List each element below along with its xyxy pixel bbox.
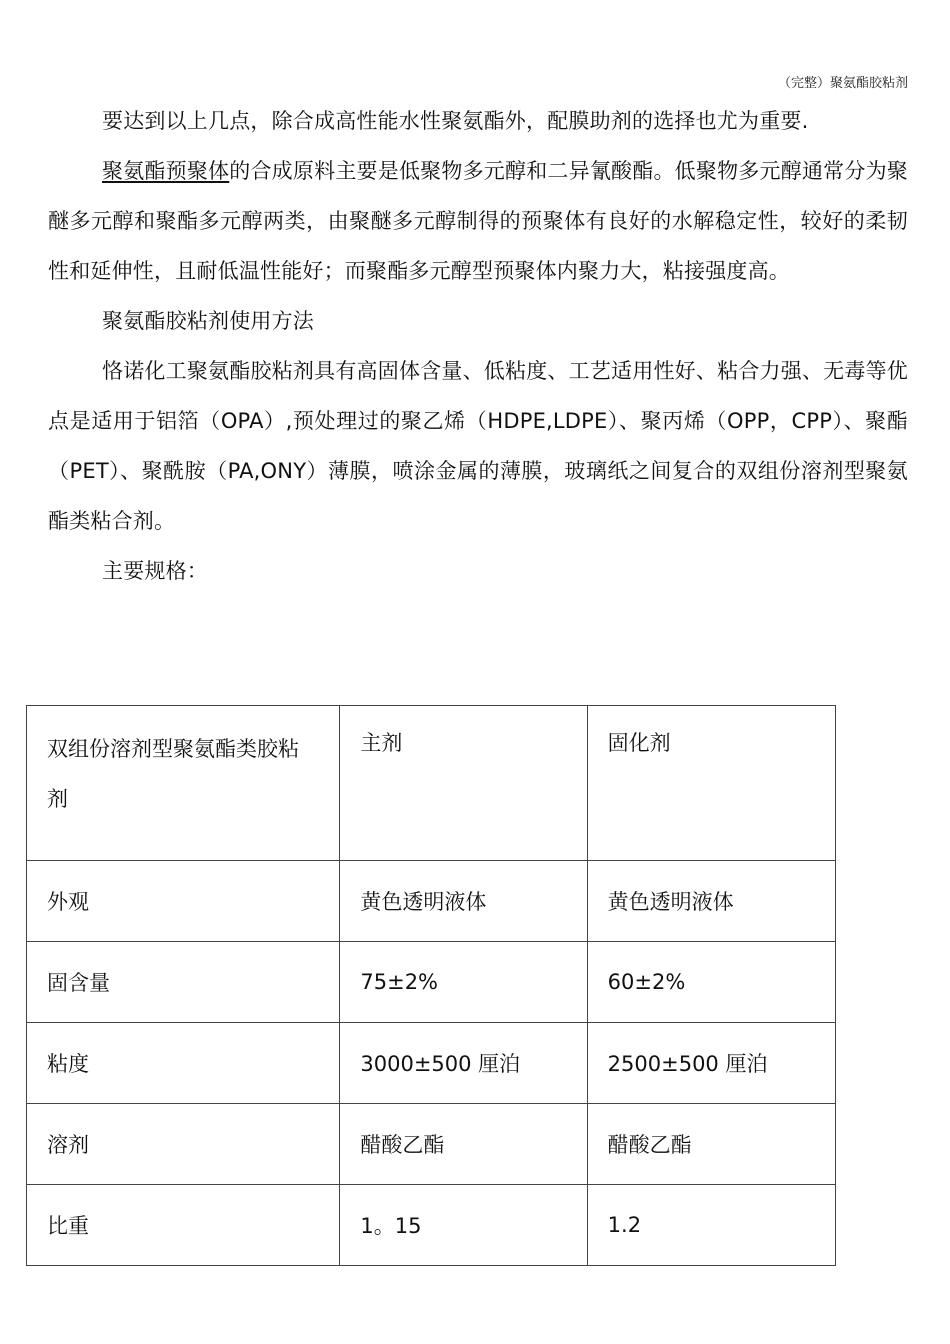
section-heading-usage: 聚氨酯胶粘剂使用方法	[102, 309, 314, 333]
table-cell: 粘度	[27, 1023, 340, 1104]
table-cell: 黄色透明液体	[587, 861, 835, 942]
table-cell: 黄色透明液体	[340, 861, 587, 942]
prepolymer-term-link[interactable]: 聚氨酯预聚体	[102, 159, 230, 183]
document-body	[48, 96, 908, 596]
paragraph-additives: 要达到以上几点，除合成高性能水性聚氨酯外，配膜助剂的选择也尤为重要.	[102, 109, 809, 133]
table-cell: 1.2	[587, 1185, 835, 1266]
table-cell: 1。15	[340, 1185, 587, 1266]
table-cell: 60±2%	[587, 942, 835, 1023]
table-cell: 醋酸乙酯	[587, 1104, 835, 1185]
table-cell: 比重	[27, 1185, 340, 1266]
table-row	[27, 861, 836, 942]
table-header-cell: 双组份溶剂型聚氨酯类胶粘剂	[27, 706, 340, 861]
spec-table	[26, 705, 836, 1266]
table-cell: 3000±500 厘泊	[340, 1023, 587, 1104]
paragraph-product-intro: 恪诺化工聚氨酯胶粘剂具有高固体含量、低粘度、工艺适用性好、粘合力强、无毒等优点是适用于铝箔（OPA）,预处理过的聚乙烯（HDPE,LDPE）、聚丙烯（OPP，CPP）、聚酯（PET）、聚酰胺（PA,ONY）薄膜，喷涂金属的薄膜，玻璃纸之间复合的双组份溶剂型聚氨酯类粘合剂。	[48, 359, 908, 533]
table-header-row	[27, 706, 836, 861]
table-header-cell: 固化剂	[587, 706, 835, 861]
table-header-cell: 主剂	[340, 706, 587, 861]
prepolymer-description: 的合成原料主要是低聚物多元醇和二异氰酸酯。低聚物多元醇通常分为聚醚多元醇和聚酯多元醇两类，由聚醚多元醇制得的预聚体有良好的水解稳定性，较好的柔韧性和延伸性，且耐低温性能好；而聚酯多元醇型预聚体内聚力大，粘接强度高。	[48, 159, 908, 283]
table-row	[27, 1185, 836, 1266]
table-cell: 醋酸乙酯	[340, 1104, 587, 1185]
document-header-note: （完整）聚氨酯胶粘剂	[777, 76, 908, 91]
table-row	[27, 1023, 836, 1104]
table-cell: 溶剂	[27, 1104, 340, 1185]
table-row	[27, 1104, 836, 1185]
paragraph-prepolymer	[48, 146, 908, 296]
table-cell: 固含量	[27, 942, 340, 1023]
section-heading-specs: 主要规格：	[102, 559, 208, 583]
table-cell: 75±2%	[340, 942, 587, 1023]
table-cell: 2500±500 厘泊	[587, 1023, 835, 1104]
table-row	[27, 942, 836, 1023]
table-cell: 外观	[27, 861, 340, 942]
